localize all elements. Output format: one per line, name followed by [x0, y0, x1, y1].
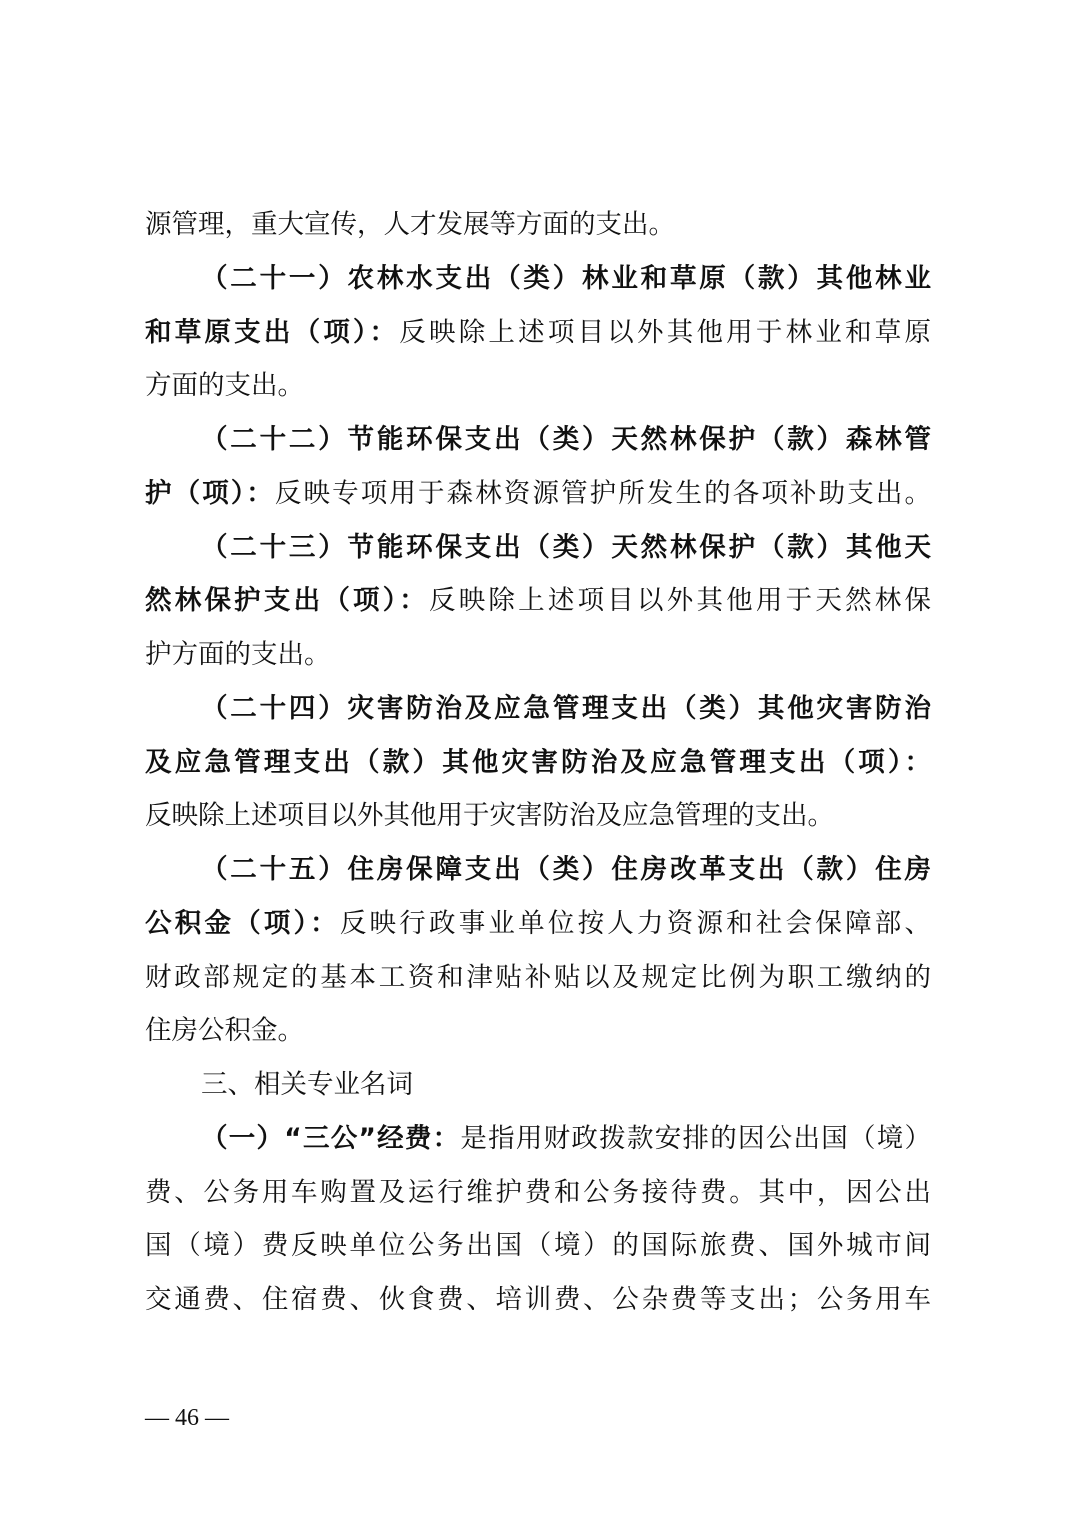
text-segment: 反映专项用于森林资源管护所发生的各项补助支出。 [274, 477, 932, 509]
text-line [145, 1004, 931, 1058]
text-line [145, 897, 931, 951]
text-line [145, 574, 931, 628]
text-segment: 护方面的支出。 [145, 639, 331, 670]
text-line [145, 736, 931, 790]
text-line [145, 628, 931, 682]
text-segment: 反映除上述项目以外其他用于天然林保 [428, 585, 932, 617]
text-line [145, 198, 931, 252]
bold-term: （二十一）农林水支出（类）林业和草原（款）其他林业 [201, 262, 931, 294]
text-segment: 反映除上述项目以外其他用于灾害防治及应急管理的支出。 [145, 800, 834, 832]
text-segment: 交通费、住宿费、伙食费、培训费、公杂费等支出；公务用车 [145, 1284, 931, 1315]
text-segment: 源管理，重大宣传，人才发展等方面的支出。 [145, 209, 675, 240]
text-line [145, 359, 931, 413]
text-line [145, 1219, 931, 1273]
text-line [145, 467, 931, 521]
text-segment: 费、公务用车购置及运行维护费和公务接待费。其中，因公出 [145, 1176, 931, 1208]
text-line [145, 951, 931, 1005]
text-line [145, 682, 931, 736]
page-number: — 46 — [145, 1405, 229, 1431]
text-segment: 方面的支出。 [145, 370, 304, 402]
text-segment: 财政部规定的基本工资和津贴补贴以及规定比例为职工缴纳的 [145, 961, 931, 993]
bold-term: （一）“三公”经费： [201, 1122, 461, 1154]
text-segment: 住房公积金。 [145, 1015, 304, 1047]
section-heading [145, 1058, 931, 1112]
text-line [145, 789, 931, 843]
text-segment: 国（境）费反映单位公务出国（境）的国际旅费、国外城市间 [145, 1230, 931, 1262]
text-line [145, 521, 931, 575]
document-body [145, 198, 931, 1327]
text-line [145, 413, 931, 467]
bold-term: 公积金（项）： [145, 907, 340, 939]
text-segment: 反映除上述项目以外其他用于林业和草原 [399, 316, 932, 348]
text-line [145, 1112, 931, 1166]
bold-term: （二十五）住房保障支出（类）住房改革支出（款）住房 [201, 854, 931, 885]
text-line [145, 252, 931, 306]
bold-term: 护（项）： [145, 477, 275, 509]
bold-term: （二十二）节能环保支出（类）天然林保护（款）森林管 [201, 424, 931, 455]
text-line [145, 306, 931, 360]
text-line [145, 1273, 931, 1327]
text-line [145, 843, 931, 897]
text-line [145, 1166, 931, 1220]
bold-term: （二十四）灾害防治及应急管理支出（类）其他灾害防治 [201, 692, 931, 724]
text-segment: 反映行政事业单位按人力资源和社会保障部、 [339, 907, 932, 939]
text-segment: 三、相关专业名词 [201, 1069, 413, 1100]
bold-term: 然林保护支出（项）： [145, 585, 429, 617]
text-segment: 是指用财政拨款安排的因公出国（境） [460, 1122, 932, 1154]
bold-term: 和草原支出（项）： [145, 316, 400, 348]
bold-term: （二十三）节能环保支出（类）天然林保护（款）其他天 [201, 531, 931, 563]
bold-term: 及应急管理支出（款）其他灾害防治及应急管理支出（项）： [145, 746, 931, 778]
